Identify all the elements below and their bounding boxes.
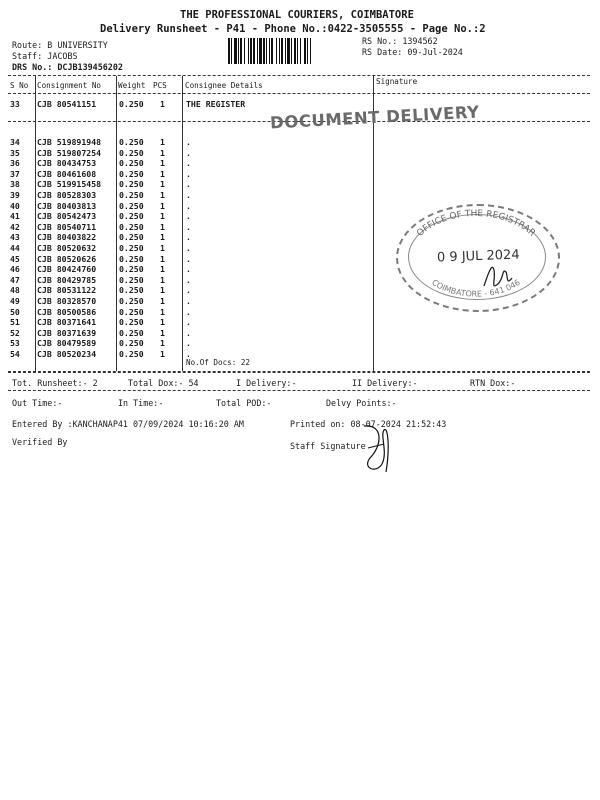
- col-header-sno: S No: [10, 81, 29, 90]
- registrar-signature: [478, 256, 518, 296]
- cell-cons: CJB 80531122: [37, 285, 97, 296]
- cell-sno: 34: [10, 137, 20, 147]
- cell-weight: 0.250: [119, 274, 144, 285]
- cell-consignee: .: [186, 285, 191, 296]
- cell-cons: CJB 80434753: [37, 158, 97, 169]
- rs-date: RS Date: 09-Jul-2024: [362, 47, 463, 57]
- col-header-consignment: Consignment No: [37, 81, 102, 90]
- cell-weight: 0.250: [119, 338, 144, 349]
- cell-pcs: 1: [160, 147, 165, 158]
- cell-weight: 0.250: [119, 285, 144, 296]
- cell-pcs: 1: [160, 168, 165, 179]
- cell-consignee: .: [186, 317, 191, 328]
- cell-sno: 44: [10, 243, 20, 253]
- table-row: [0, 338, 600, 348]
- cell-pcs: 1: [160, 338, 165, 349]
- cell-consignment: CJB 80541151: [37, 99, 97, 109]
- cell-sno: 36: [10, 158, 20, 169]
- summary-bottom-rule: [8, 390, 590, 391]
- cell-sno: 46: [10, 264, 20, 275]
- cell-weight: 0.250: [119, 211, 144, 222]
- printed-on: Printed on: 08-07-2024 21:52:43: [290, 419, 447, 429]
- table-row: [0, 99, 600, 109]
- no-of-docs: No.Of Docs: 22: [186, 358, 251, 367]
- ii-delivery: II Delivery:-: [352, 378, 418, 388]
- cell-pcs: 1: [160, 243, 165, 253]
- cell-consignee: .: [186, 179, 191, 190]
- cell-consignee: .: [186, 137, 191, 147]
- rs-number: RS No.: 1394562: [362, 36, 438, 46]
- cell-weight: 0.250: [119, 243, 144, 253]
- cell-weight: 0.250: [119, 158, 144, 169]
- cell-sno: 38: [10, 179, 20, 190]
- cell-pcs: 1: [160, 253, 165, 264]
- delivery-points: Delvy Points:-: [326, 398, 397, 408]
- cell-consignee: .: [186, 253, 191, 264]
- runsheet-subtitle: Delivery Runsheet - P41 - Phone No.:0422-3505555 - Page No.:2: [100, 23, 486, 35]
- cell-cons: CJB 80520234: [37, 349, 97, 359]
- i-delivery: I Delivery:-: [236, 378, 297, 388]
- cell-cons: CJB 80403813: [37, 200, 97, 211]
- cell-sno: 45: [10, 253, 20, 264]
- cell-consignee: .: [186, 296, 191, 306]
- cell-consignee: .: [186, 211, 191, 222]
- cell-consignee: .: [186, 158, 191, 169]
- cell-sno: 50: [10, 306, 20, 317]
- cell-sno: 48: [10, 285, 20, 296]
- staff-signature: [354, 418, 396, 480]
- cell-pcs: 1: [160, 137, 165, 147]
- col-header-signature: Signature: [376, 77, 418, 86]
- cell-sno: 47: [10, 274, 20, 285]
- cell-weight: 0.250: [119, 99, 144, 109]
- cell-consignee: .: [186, 306, 191, 317]
- total-runsheet: Tot. Runsheet:- 2: [12, 378, 98, 388]
- cell-cons: CJB 80328570: [37, 296, 97, 306]
- col-header-weight: Weight: [118, 81, 146, 90]
- table-row: [0, 137, 600, 147]
- cell-weight: 0.250: [119, 327, 144, 338]
- cell-consignee: .: [186, 349, 191, 359]
- table-row: [0, 179, 600, 189]
- table-row: [0, 169, 600, 179]
- cell-consignee: .: [186, 190, 191, 200]
- cell-pcs: 1: [160, 99, 165, 109]
- cell-pcs: 1: [160, 190, 165, 200]
- cell-consignee: .: [186, 243, 191, 253]
- cell-weight: 0.250: [119, 190, 144, 200]
- cell-consignee: .: [186, 200, 191, 211]
- drs-number: DRS No.: DCJB139456202: [12, 62, 123, 72]
- cell-sno: 53: [10, 338, 20, 349]
- verified-by: Verified By: [12, 437, 68, 447]
- route-text: Route: B UNIVERSITY: [12, 40, 108, 50]
- cell-pcs: 1: [160, 349, 165, 359]
- summary-top-rule: [8, 372, 590, 373]
- cell-sno: 39: [10, 190, 20, 200]
- cell-sno: 37: [10, 168, 20, 179]
- table-row: [0, 307, 600, 317]
- cell-cons: CJB 519891948: [37, 137, 102, 147]
- cell-sno: 49: [10, 296, 20, 306]
- cell-pcs: 1: [160, 211, 165, 222]
- cell-consignee: .: [186, 221, 191, 232]
- cell-cons: CJB 80479589: [37, 338, 97, 349]
- cell-weight: 0.250: [119, 264, 144, 275]
- cell-pcs: 1: [160, 306, 165, 317]
- seal-top-text: OFFICE OF THE REGISTRAR: [415, 208, 537, 239]
- cell-pcs: 1: [160, 317, 165, 328]
- cell-cons: CJB 80540711: [37, 221, 97, 232]
- cell-cons: CJB 80424760: [37, 264, 97, 275]
- cell-consignee: .: [186, 327, 191, 338]
- cell-pcs: 1: [160, 158, 165, 169]
- cell-cons: CJB 80429785: [37, 274, 97, 285]
- entered-by: Entered By :KANCHANAP41 07/09/2024 10:16:20 AM: [12, 419, 244, 429]
- table-row: [0, 148, 600, 158]
- cell-pcs: 1: [160, 296, 165, 306]
- cell-sno: 52: [10, 327, 20, 338]
- cell-sno: 51: [10, 317, 20, 328]
- total-dox: Total Dox:- 54: [128, 378, 199, 388]
- cell-pcs: 1: [160, 179, 165, 190]
- table-row: [0, 158, 600, 168]
- table-row: [0, 317, 600, 327]
- cell-weight: 0.250: [119, 296, 144, 306]
- col-header-consignee: Consignee Details: [185, 81, 263, 90]
- staff-signature-label: Staff Signature: [290, 441, 366, 451]
- document-delivery-stamp: DOCUMENT DELIVERY: [269, 102, 481, 133]
- cell-cons: CJB 80403822: [37, 232, 97, 243]
- table-row: [0, 349, 600, 359]
- cell-consignee: .: [186, 264, 191, 275]
- cell-consignee: .: [186, 232, 191, 243]
- cell-weight: 0.250: [119, 137, 144, 147]
- cell-weight: 0.250: [119, 317, 144, 328]
- cell-pcs: 1: [160, 264, 165, 275]
- cell-weight: 0.250: [119, 179, 144, 190]
- table-header-rule: [8, 93, 590, 94]
- cell-sno: 42: [10, 221, 20, 232]
- cell-cons: CJB 80528303: [37, 190, 97, 200]
- cell-weight: 0.250: [119, 221, 144, 232]
- cell-pcs: 1: [160, 285, 165, 296]
- svg-text:OFFICE OF THE REGISTRAR: [415, 209, 537, 239]
- cell-consignee: .: [186, 338, 191, 349]
- company-title: THE PROFESSIONAL COURIERS, COIMBATORE: [180, 9, 414, 21]
- cell-weight: 0.250: [119, 253, 144, 264]
- cell-cons: CJB 80461608: [37, 168, 97, 179]
- cell-pcs: 1: [160, 327, 165, 338]
- seal-bottom-text: COIMBATORE - 641 046: [430, 277, 522, 299]
- cell-consignee: .: [186, 147, 191, 158]
- total-pod: Total POD:-: [216, 398, 272, 408]
- cell-cons: CJB 80371639: [37, 327, 97, 338]
- in-time: In Time:-: [118, 398, 164, 408]
- cell-sno: 33: [10, 99, 20, 109]
- cell-consignee: .: [186, 274, 191, 285]
- cell-weight: 0.250: [119, 200, 144, 211]
- cell-sno: 41: [10, 211, 20, 222]
- cell-weight: 0.250: [119, 147, 144, 158]
- cell-weight: 0.250: [119, 232, 144, 243]
- cell-weight: 0.250: [119, 349, 144, 359]
- col-header-pcs: PCS: [153, 81, 167, 90]
- out-time: Out Time:-: [12, 398, 63, 408]
- cell-weight: 0.250: [119, 306, 144, 317]
- cell-cons: CJB 80500586: [37, 306, 97, 317]
- cell-cons: CJB 80520632: [37, 243, 97, 253]
- cell-pcs: 1: [160, 274, 165, 285]
- cell-sno: 35: [10, 147, 20, 158]
- staff-text: Staff: JACOBS: [12, 51, 78, 61]
- cell-sno: 40: [10, 200, 20, 211]
- cell-pcs: 1: [160, 232, 165, 243]
- table-row: [0, 328, 600, 338]
- cell-consignee: .: [186, 168, 191, 179]
- cell-sno: 54: [10, 349, 20, 359]
- cell-weight: 0.250: [119, 168, 144, 179]
- table-top-rule: [8, 75, 590, 76]
- cell-consignee: THE REGISTER: [186, 99, 246, 109]
- cell-cons: CJB 80542473: [37, 211, 97, 222]
- seal-date: 0 9 JUL 2024: [436, 247, 520, 266]
- cell-cons: CJB 519915458: [37, 179, 102, 190]
- cell-cons: CJB 80520626: [37, 253, 97, 264]
- rtn-dox: RTN Dox:-: [470, 378, 516, 388]
- cell-cons: CJB 519807254: [37, 147, 102, 158]
- barcode: [228, 38, 356, 64]
- cell-pcs: 1: [160, 200, 165, 211]
- cell-cons: CJB 80371641: [37, 317, 97, 328]
- cell-sno: 43: [10, 232, 20, 243]
- table-row: [0, 190, 600, 200]
- cell-pcs: 1: [160, 221, 165, 232]
